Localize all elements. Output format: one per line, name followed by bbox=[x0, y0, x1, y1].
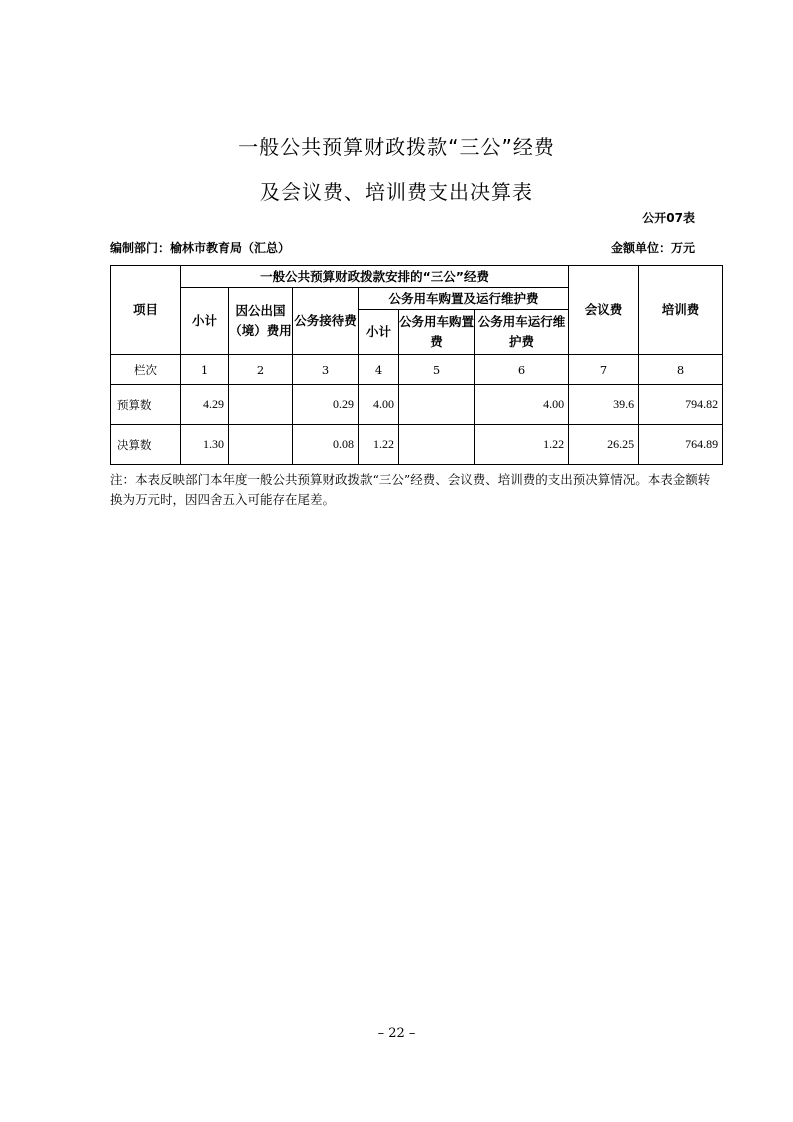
table-row-budget bbox=[111, 385, 723, 425]
table-cell bbox=[229, 425, 293, 465]
column-number: 8 bbox=[639, 355, 723, 385]
table-cell: 764.89 bbox=[639, 425, 723, 465]
header-abroad: 因公出国（境）费用 bbox=[229, 288, 293, 355]
table-note: 注：本表反映部门本年度一般公共预算财政拨款“三公”经费、会议费、培训费的支出预决算情况。本表金额转换为万元时，因四舍五入可能存在尾差。 bbox=[110, 472, 711, 507]
table-row-actual bbox=[111, 425, 723, 465]
table-cell: 0.29 bbox=[293, 385, 359, 425]
table-cell: 794.82 bbox=[639, 385, 723, 425]
column-number: 7 bbox=[569, 355, 639, 385]
table-cell: 4.00 bbox=[359, 385, 399, 425]
column-number: 1 bbox=[181, 355, 229, 385]
table-cell bbox=[399, 385, 475, 425]
table-cell: 1.30 bbox=[181, 425, 229, 465]
page-subtitle: 及会议费、培训费支出决算表 bbox=[260, 180, 533, 204]
column-number: 5 bbox=[399, 355, 475, 385]
header-item: 项目 bbox=[111, 266, 181, 355]
page-title: 一般公共预算财政拨款“三公”经费 bbox=[238, 135, 555, 159]
row-label: 预算数 bbox=[111, 385, 181, 425]
table-cell: 0.08 bbox=[293, 425, 359, 465]
department-label: 编制部门：榆林市教育局（汇总） bbox=[110, 241, 291, 255]
header-vehicle-operation: 公务用车运行维护费 bbox=[475, 310, 569, 355]
table-cell: 39.6 bbox=[569, 385, 639, 425]
table-cell: 1.22 bbox=[475, 425, 569, 465]
table-cell: 4.29 bbox=[181, 385, 229, 425]
header-three-public-group: 一般公共预算财政拨款安排的“三公”经费 bbox=[181, 266, 569, 288]
table-cell: 1.22 bbox=[359, 425, 399, 465]
expense-table bbox=[110, 265, 723, 465]
column-number-row bbox=[111, 355, 723, 385]
table-cell: 4.00 bbox=[475, 385, 569, 425]
page-number: – 22 – bbox=[377, 1026, 416, 1041]
row-label: 决算数 bbox=[111, 425, 181, 465]
table-cell bbox=[229, 385, 293, 425]
column-number: 3 bbox=[293, 355, 359, 385]
table-cell: 26.25 bbox=[569, 425, 639, 465]
header-subtotal: 小计 bbox=[181, 288, 229, 355]
column-number: 4 bbox=[359, 355, 399, 385]
header-meeting: 会议费 bbox=[569, 266, 639, 355]
column-number-label: 栏次 bbox=[111, 355, 181, 385]
header-vehicle-subtotal: 小计 bbox=[359, 310, 399, 355]
amount-unit-label: 金额单位：万元 bbox=[610, 241, 695, 255]
header-training: 培训费 bbox=[639, 266, 723, 355]
table-cell bbox=[399, 425, 475, 465]
form-number: 公开07表 bbox=[642, 211, 695, 225]
header-vehicle-purchase: 公务用车购置费 bbox=[399, 310, 475, 355]
column-number: 6 bbox=[475, 355, 569, 385]
header-reception: 公务接待费 bbox=[293, 288, 359, 355]
column-number: 2 bbox=[229, 355, 293, 385]
header-vehicle-group: 公务用车购置及运行维护费 bbox=[359, 288, 569, 310]
